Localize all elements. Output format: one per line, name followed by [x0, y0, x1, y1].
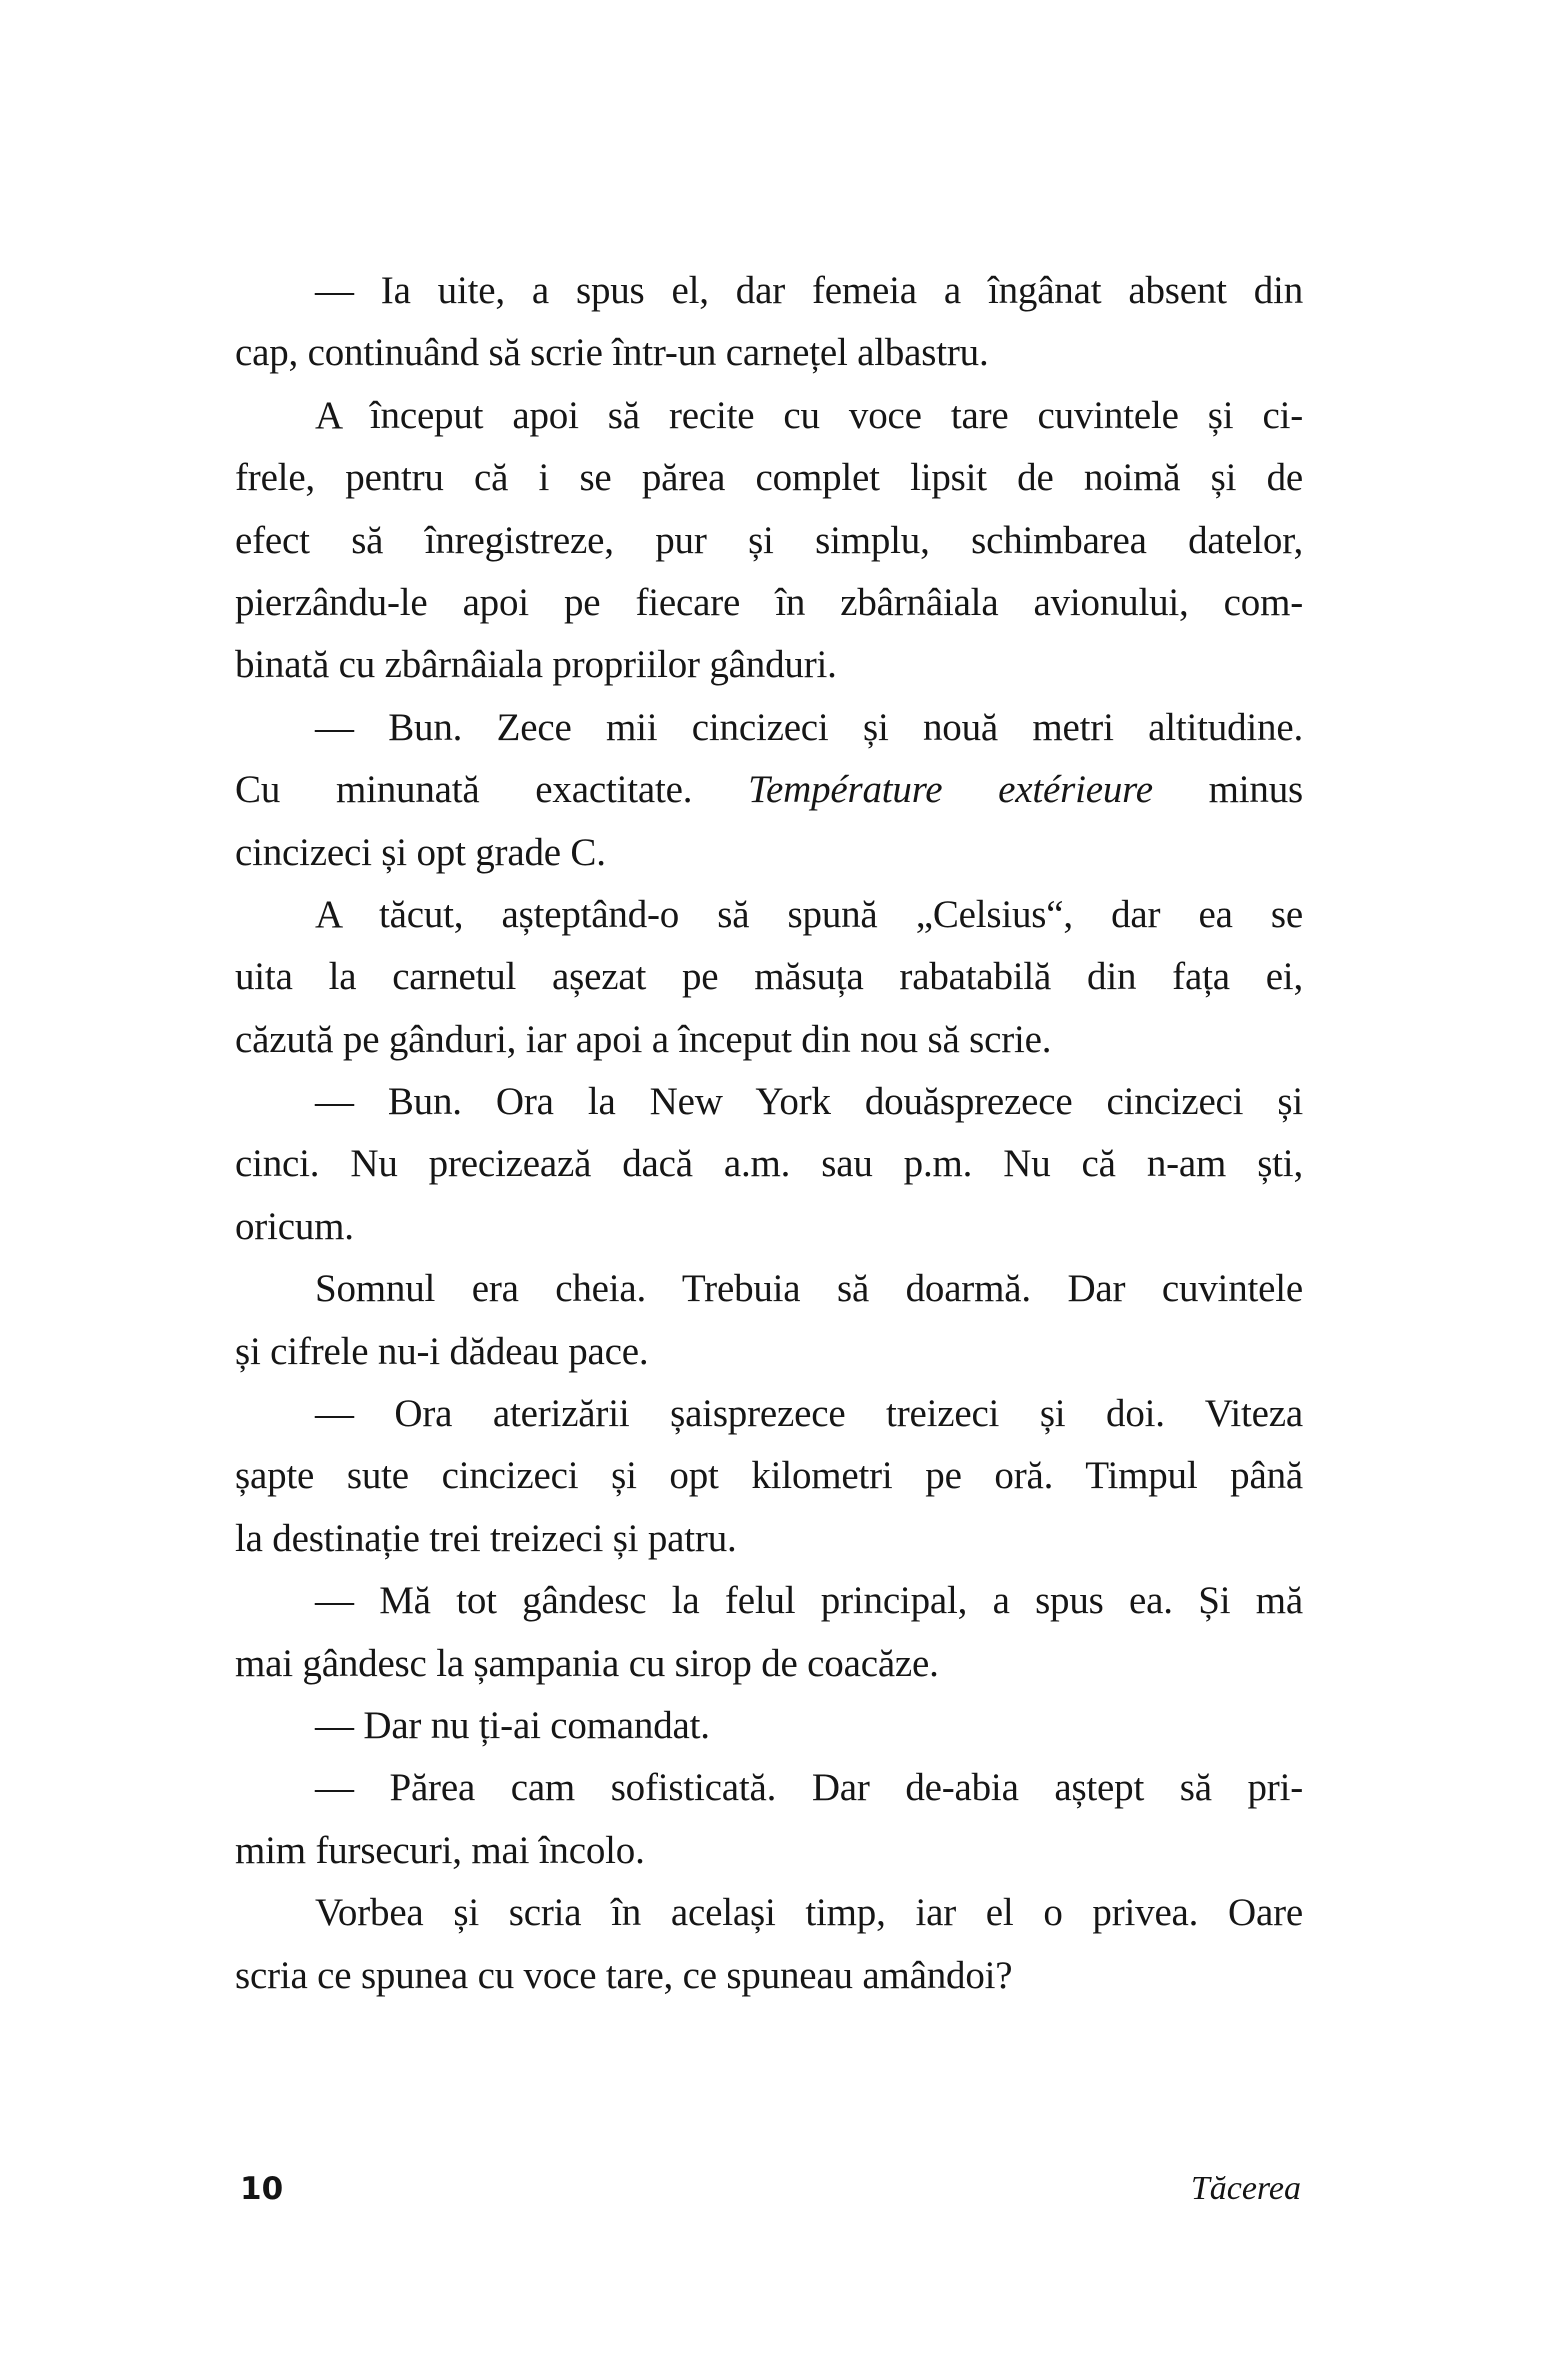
text-line [235, 1009, 1303, 1071]
text-line [235, 1071, 1303, 1133]
paragraph [235, 1383, 1303, 1570]
text-line [235, 1445, 1303, 1507]
text-line [235, 322, 1303, 384]
text-segment: șapte sute cincizeci și opt kilometri pe oră. Timpul până [235, 1454, 1303, 1498]
text-segment: frele, pentru că i se părea complet lipsit de noimă și de [235, 456, 1303, 500]
text-segment: — Ora aterizării șaisprezece treizeci și doi. Viteza [315, 1392, 1303, 1436]
text-segment: minus [1152, 768, 1303, 812]
text-line [235, 260, 1303, 322]
paragraph [235, 1258, 1303, 1383]
page-number: 10 [240, 2171, 284, 2207]
paragraph [235, 1071, 1303, 1258]
paragraph [235, 697, 1303, 884]
paragraph [235, 884, 1303, 1071]
text-line [235, 1633, 1303, 1695]
text-segment: cinci. Nu precizează dacă a.m. sau p.m. Nu că n-am ști, [235, 1142, 1303, 1186]
text-line [235, 946, 1303, 1008]
text-line [235, 1383, 1303, 1445]
text-segment: Vorbea și scria în același timp, iar el o privea. Oare [315, 1891, 1303, 1935]
text-segment: mim fursecuri, mai încolo. [235, 1828, 645, 1872]
text-line [235, 1321, 1303, 1383]
text-line [235, 1757, 1303, 1819]
text-segment: A început apoi să recite cu voce tare cuvintele și ci- [315, 393, 1303, 437]
text-line [235, 385, 1303, 447]
text-segment: Somnul era cheia. Trebuia să doarmă. Dar cuvintele [315, 1267, 1303, 1311]
paragraph [235, 385, 1303, 697]
text-segment: cap, continuând să scrie într-un carnețel albastru. [235, 331, 989, 375]
paragraph [235, 1882, 1303, 2007]
text-line [235, 1695, 1303, 1757]
text-segment: efect să înregistreze, pur și simplu, schimbarea datelor, [235, 518, 1303, 562]
italic-phrase: Température extérieure [748, 768, 1153, 812]
text-line [235, 1882, 1303, 1944]
text-segment: mai gândesc la șampania cu sirop de coacăze. [235, 1641, 939, 1685]
text-segment: cincizeci și opt grade C. [235, 830, 606, 874]
text-segment: pierzându-le apoi pe fiecare în zbârnâiala avionului, com- [235, 580, 1303, 624]
text-line [235, 822, 1303, 884]
text-segment: oricum. [235, 1204, 354, 1248]
text-segment: A tăcut, așteptând-o să spună „Celsius“, dar ea se [315, 892, 1303, 936]
text-line [235, 1570, 1303, 1632]
text-line [235, 1820, 1303, 1882]
text-segment: și cifrele nu-i dădeau pace. [235, 1329, 649, 1373]
text-segment: — Părea cam sofisticată. Dar de-abia aștept să pri- [315, 1766, 1303, 1810]
text-line [235, 1508, 1303, 1570]
body-text [235, 260, 1303, 2007]
text-line [235, 447, 1303, 509]
text-line [235, 697, 1303, 759]
running-title: Tăcerea [1190, 2170, 1301, 2207]
text-line [235, 1945, 1303, 2007]
paragraph [235, 1695, 1303, 1757]
text-line [235, 1133, 1303, 1195]
paragraph [235, 1757, 1303, 1882]
text-segment: — Bun. Ora la New York douăsprezece cincizeci și [315, 1080, 1303, 1124]
paragraph [235, 260, 1303, 385]
text-segment: — Ia uite, a spus el, dar femeia a îngânat absent din [315, 269, 1303, 312]
text-line [235, 634, 1303, 696]
text-line [235, 1258, 1303, 1320]
text-segment: — Mă tot gândesc la felul principal, a spus ea. Și mă [315, 1579, 1303, 1623]
text-segment: uita la carnetul așezat pe măsuța rabatabilă din fața ei, [235, 955, 1303, 999]
text-line [235, 572, 1303, 634]
text-segment: Cu minunată exactitate. [235, 768, 749, 812]
text-segment: căzută pe gânduri, iar apoi a început din nou să scrie. [235, 1017, 1052, 1061]
text-line [235, 1196, 1303, 1258]
text-segment: scria ce spunea cu voce tare, ce spuneau amândoi? [235, 1953, 1013, 1997]
text-segment: — Dar nu ți-ai comandat. [315, 1703, 710, 1747]
text-line [235, 759, 1303, 821]
text-line [235, 884, 1303, 946]
text-segment: — Bun. Zece mii cincizeci și nouă metri altitudine. [315, 705, 1303, 749]
text-segment: la destinație trei treizeci și patru. [235, 1516, 737, 1560]
text-segment: binată cu zbârnâiala propriilor gânduri. [235, 643, 837, 687]
paragraph [235, 1570, 1303, 1695]
text-line [235, 510, 1303, 572]
